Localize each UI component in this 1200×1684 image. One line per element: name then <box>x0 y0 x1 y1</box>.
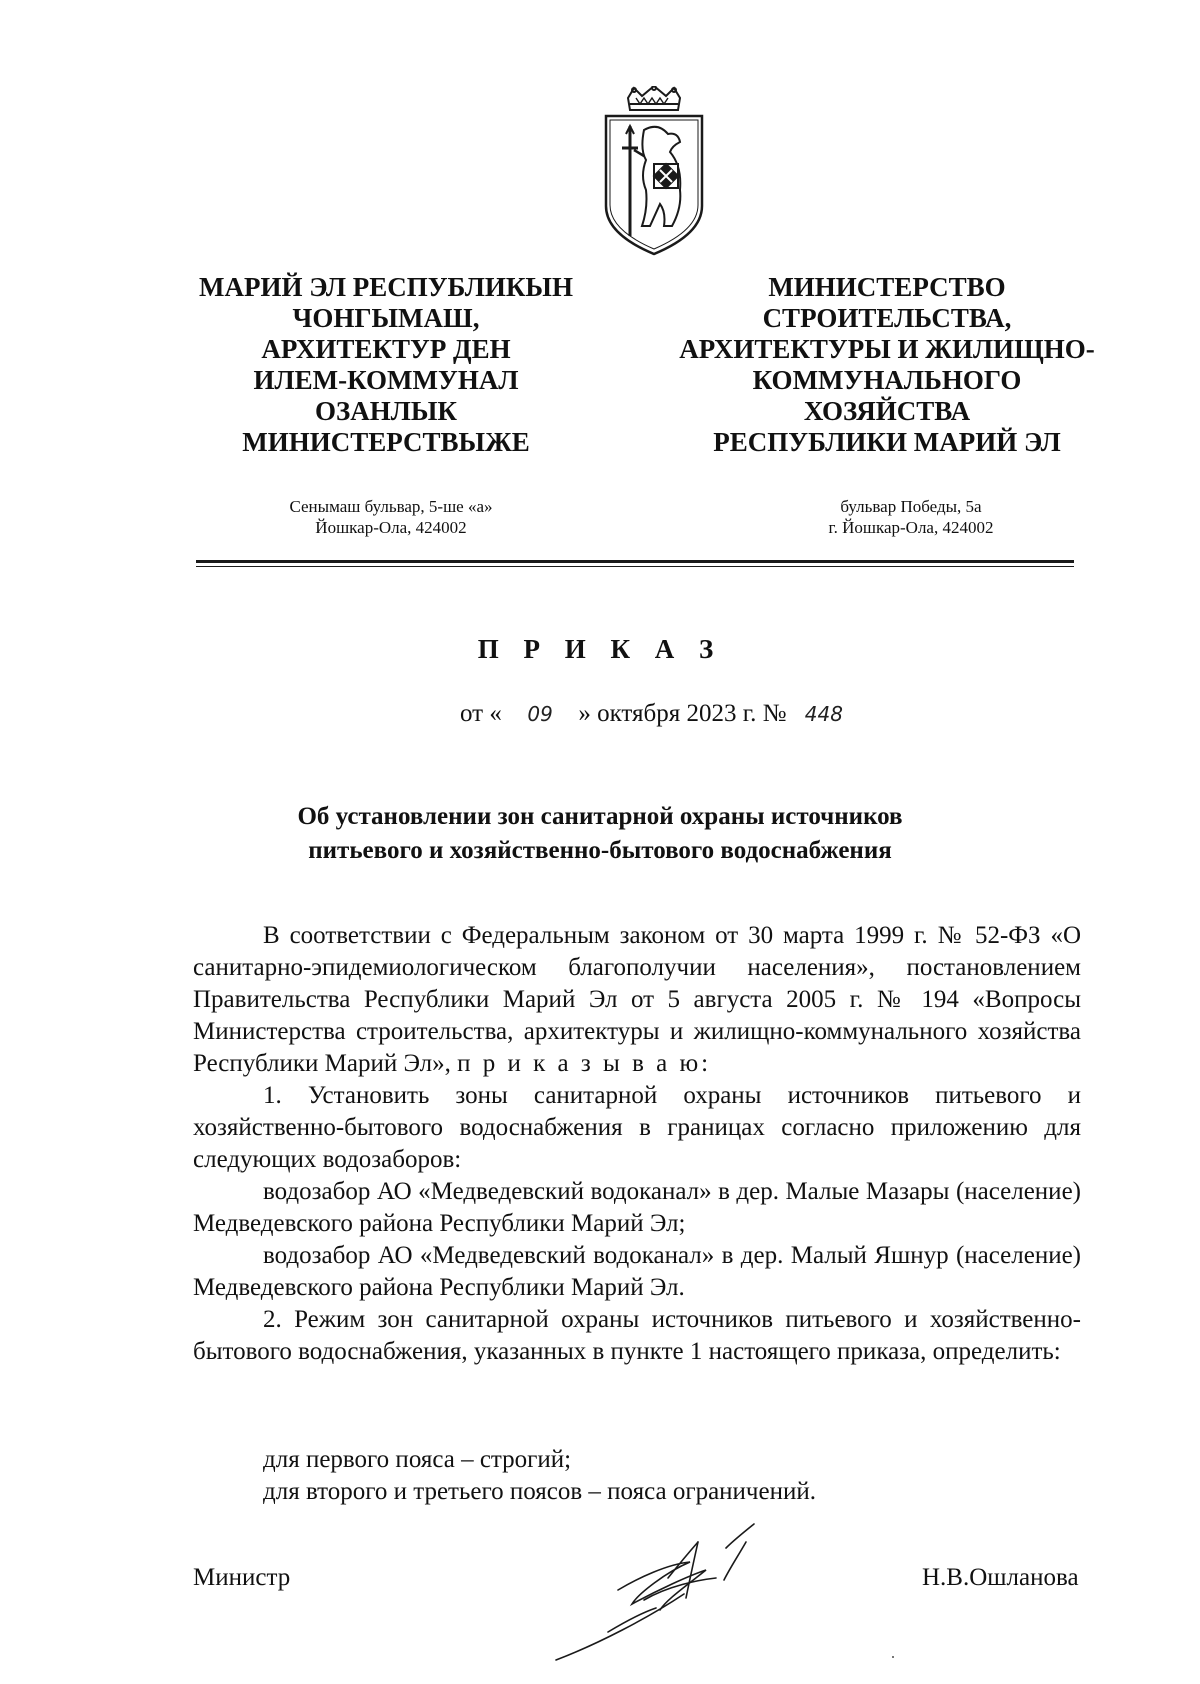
title-line: ОЗАНЛЫК <box>315 396 457 426</box>
handwritten-signature <box>548 1520 818 1670</box>
order-number-handwritten: 448 <box>804 702 843 726</box>
preamble-text: В соответствии с Федеральным законом от 30 марта 1999 г. № 52-ФЗ «О санитарно-эпидемиологическом благополучии населения», постановлением Правительства Республики Марий Эл от 5 августа 2005 г. № 194 «Вопросы Министерства строительства, архитектуры и жилищно-коммунального хозяйства Республики Марий Эл», <box>193 922 1081 1077</box>
title-line: ЧОНГЫМАШ, <box>292 303 480 333</box>
address-line: г. Йошкар-Ола, 424002 <box>828 518 994 537</box>
zone-rule-second-third: для второго и третьего поясов – пояса ограничений. <box>263 1478 816 1505</box>
order-word: п р и к а з ы в а ю: <box>457 1050 712 1077</box>
scan-speck <box>892 1656 894 1658</box>
zone-regime-list <box>263 1444 1063 1508</box>
title-line: СТРОИТЕЛЬСТВА, <box>762 303 1012 333</box>
address-line: Сенымаш бульвар, 5-ше «а» <box>289 497 493 516</box>
coat-of-arms-icon <box>600 86 708 258</box>
order-body <box>193 920 1081 1368</box>
title-line: МИНИСТЕРСТВЫЖЕ <box>242 427 530 457</box>
title-line: АРХИТЕКТУР ДЕН <box>261 334 511 364</box>
address-mari <box>246 496 536 538</box>
subject-line: Об установлении зон санитарной охраны источников <box>297 803 903 830</box>
date-middle: » октября 2023 г. № <box>578 700 787 727</box>
item-1-paragraph: 1. Установить зоны санитарной охраны источников питьевого и хозяйственно-бытового водоснабжения в границах согласно приложению для следующих водозаборов: <box>193 1082 1081 1173</box>
date-prefix: от « <box>460 700 502 727</box>
intake-2-paragraph: водозабор АО «Медведевский водоканал» в дер. Малый Яшнур (население) Медведевского района Республики Марий Эл. <box>193 1242 1081 1301</box>
item-2-paragraph: 2. Режим зон санитарной охраны источников питьевого и хозяйственно-бытового водоснабжения, указанных в пункте 1 настоящего приказа, определить: <box>193 1306 1081 1365</box>
ministry-name-mari <box>196 272 576 458</box>
title-line: АРХИТЕКТУРЫ И ЖИЛИЩНО- <box>679 334 1095 364</box>
preamble-paragraph <box>193 920 1081 1080</box>
address-line: Йошкар-Ола, 424002 <box>315 518 467 537</box>
signatory-name: Н.В.Ошланова <box>922 1564 1079 1591</box>
title-line: РЕСПУБЛИКИ МАРИЙ ЭЛ <box>713 427 1061 457</box>
header-divider-thin <box>196 566 1074 567</box>
order-subject <box>160 800 1040 868</box>
title-line: МАРИЙ ЭЛ РЕСПУБЛИКЫН <box>199 272 573 302</box>
subject-line: питьевого и хозяйственно-бытового водоснабжения <box>308 837 892 864</box>
address-russian <box>766 496 1056 538</box>
signatory-position: Министр <box>193 1564 291 1591</box>
header-divider-thick <box>196 560 1074 563</box>
title-line: ХОЗЯЙСТВА <box>803 396 971 426</box>
ministry-name-russian <box>658 272 1116 458</box>
zone-rule-first: для первого пояса – строгий; <box>263 1446 572 1473</box>
order-date-line <box>460 700 843 728</box>
address-line: бульвар Победы, 5а <box>840 497 982 516</box>
title-line: МИНИСТЕРСТВО <box>768 272 1006 302</box>
date-day-handwritten: 09 <box>527 702 553 726</box>
title-line: ИЛЕМ-КОММУНАЛ <box>253 365 519 395</box>
intake-1-paragraph: водозабор АО «Медведевский водоканал» в дер. Малые Мазары (население) Медведевского района Республики Марий Эл; <box>193 1178 1081 1237</box>
title-line: КОММУНАЛЬНОГО <box>752 365 1022 395</box>
document-type-title: П Р И К А З <box>477 634 723 664</box>
